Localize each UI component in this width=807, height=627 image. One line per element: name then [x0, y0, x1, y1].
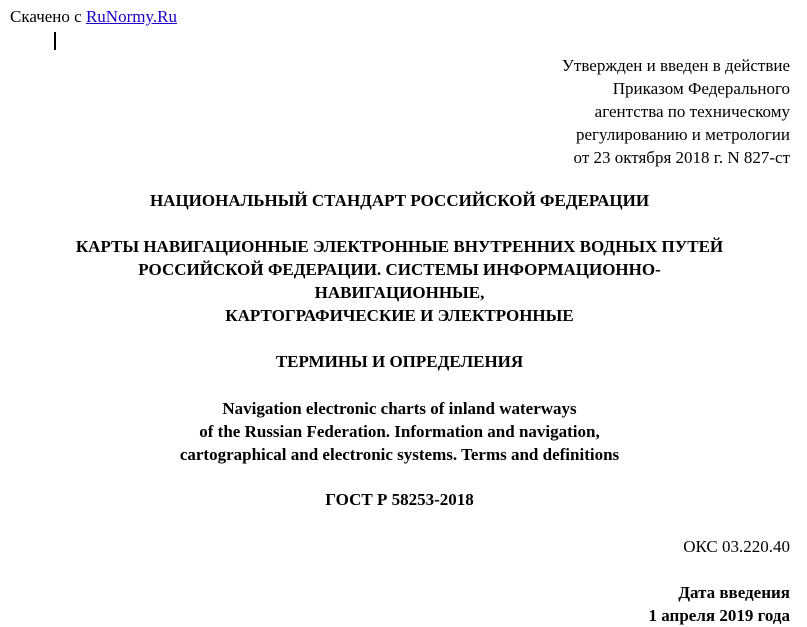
intro-date-block	[649, 581, 790, 627]
gost-number-text: ГОСТ Р 58253-2018	[325, 490, 474, 509]
terms-title-text: ТЕРМИНЫ И ОПРЕДЕЛЕНИЯ	[275, 352, 524, 371]
source-prefix: Скачено с	[10, 7, 82, 26]
text-cursor	[54, 32, 56, 50]
english-title-line: of the Russian Federation. Information and navigation,	[199, 422, 600, 441]
source-line	[10, 7, 177, 27]
english-title-line: Navigation electronic charts of inland waterways	[222, 399, 577, 418]
intro-date-value: 1 апреля 2019 года	[648, 606, 790, 625]
intro-date-label: Дата введения	[678, 583, 790, 602]
national-standard-title	[0, 189, 803, 212]
approval-line: Утвержден и введен в действие	[561, 56, 790, 75]
terms-title	[0, 350, 803, 373]
main-title-line: РОССИЙСКОЙ ФЕДЕРАЦИИ. СИСТЕМЫ ИНФОРМАЦИОННО-	[138, 260, 661, 279]
english-title	[0, 397, 803, 466]
main-title-line: НАВИГАЦИОННЫЕ,	[314, 283, 485, 302]
main-title-line: КАРТОГРАФИЧЕСКИЕ И ЭЛЕКТРОННЫЕ	[225, 306, 574, 325]
approval-line: регулированию и метрологии	[575, 125, 790, 144]
approval-line: от 23 октября 2018 г. N 827-ст	[573, 148, 790, 167]
main-title	[0, 235, 803, 327]
gost-number	[0, 488, 803, 511]
national-standard-title-text: НАЦИОНАЛЬНЫЙ СТАНДАРТ РОССИЙСКОЙ ФЕДЕРАЦИИ	[149, 191, 650, 210]
approval-block	[390, 54, 790, 169]
english-title-line: cartographical and electronic systems. Terms and definitions	[179, 445, 620, 464]
main-title-line: КАРТЫ НАВИГАЦИОННЫЕ ЭЛЕКТРОННЫЕ ВНУТРЕННИХ ВОДНЫХ ПУТЕЙ	[75, 237, 724, 256]
approval-line: агентства по техническому	[594, 102, 790, 121]
oks-code: ОКС 03.220.40	[683, 537, 790, 556]
approval-line: Приказом Федерального	[612, 79, 790, 98]
source-link[interactable]: RuNormy.Ru	[85, 7, 177, 26]
